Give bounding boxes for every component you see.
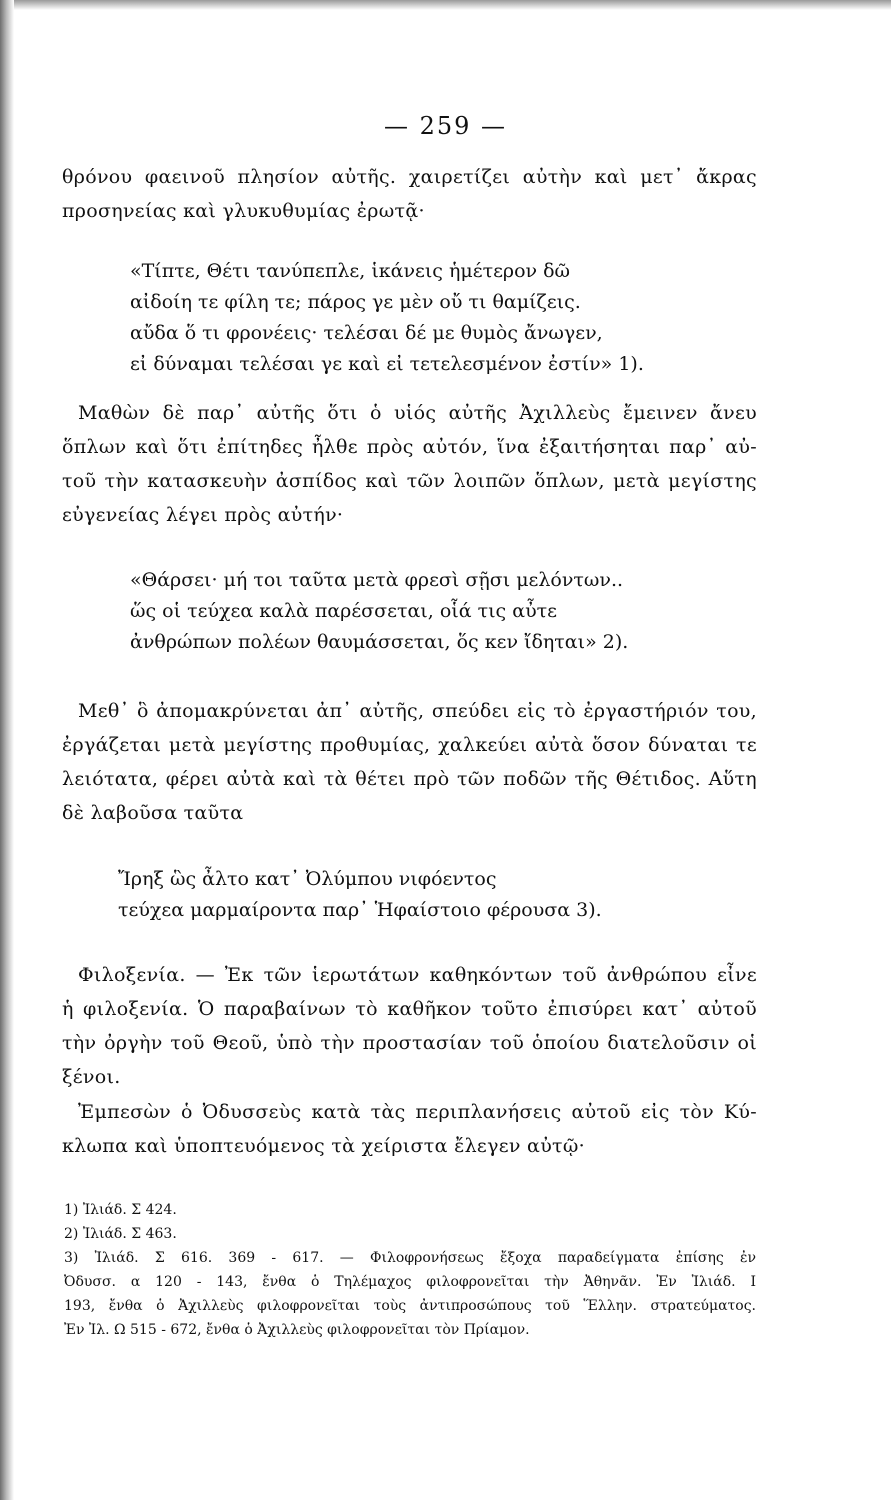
footnote-line: Ἐν Ἰλ. Ω 515 - 672, ἔνθα ὁ Ἀχιλλεὺς φιλοφρονεῖται τὸν Πρίαμον. [64, 1322, 530, 1338]
text-line: ἐργάζεται μετὰ μεγίστης προθυμίας, χαλκεύει αὐτὰ ὅσον δύναται τε [62, 734, 757, 756]
footnote-line: 1) Ἰλιάδ. Σ 424. [64, 1202, 177, 1218]
text-line: εὐγενείας λέγει πρὸς αὐτήν· [62, 504, 344, 526]
verse-line: εἰ δύναμαι τελέσαι γε καὶ εἰ τετελεσμένον ἐστίν» 1). [130, 353, 644, 375]
verse-line: «Θάρσει· μή τοι ταῦτα μετὰ φρεσὶ σῇσι μελόντων.. [130, 569, 624, 591]
text-line: Μεθ᾽ ὃ ἀπομακρύνεται ἀπ᾽ αὐτῆς, σπεύδει εἰς τὸ ἐργαστήριόν του, [78, 700, 757, 722]
verse-line: «Τίπτε, Θέτι τανύπεπλε, ἱκάνεις ἡμέτερον δῶ [130, 260, 571, 282]
text-line: τὴν ὀργὴν τοῦ Θεοῦ, ὑπὸ τὴν προστασίαν τοῦ ὁποίου διατελοῦσιν οἱ [62, 1032, 757, 1054]
verse-quote-3 [118, 864, 602, 926]
footnote-line: Ὀδυσσ. α 120 - 143, ἔνθα ὁ Τηλέμαχος φιλοφρονεῖται τὴν Ἀθηνᾶν. Ἐν Ἰλιάδ. Ι [64, 1274, 756, 1290]
paragraph-mathon [62, 396, 757, 532]
footnotes [64, 1198, 756, 1342]
verse-line: Ἴρηξ ὣς ἆλτο κατ᾽ Ὀλύμπου νιφόεντος [118, 868, 497, 890]
paragraph-meth-o [62, 694, 757, 830]
paragraph-odysseus [62, 1095, 757, 1163]
text-line: Μαθὼν δὲ παρ᾽ αὐτῆς ὅτι ὁ υἱός αὐτῆς Ἀχιλλεὺς ἔμεινεν ἄνευ [78, 402, 757, 424]
footnote-line: 193, ἔνθα ὁ Ἀχιλλεὺς φιλοφρονεῖται τοὺς ἀντιπροσώπους τοῦ Ἕλλην. στρατεύματος. [64, 1298, 756, 1314]
paragraph-intro [62, 160, 757, 228]
text-line: ὅπλων καὶ ὅτι ἐπίτηδες ἦλθε πρὸς αὐτόν, ἵνα ἐξαιτήσηται παρ᾽ αὐ- [62, 436, 757, 458]
text-line: ξένοι. [62, 1066, 121, 1088]
text-line: προσηνείας καὶ γλυκυθυμίας ἐρωτᾷ· [62, 200, 425, 222]
page-number: — 259 — [383, 112, 508, 140]
text-line: δὲ λαβοῦσα ταῦτα [62, 802, 244, 824]
verse-line: ἀνθρώπων πολέων θαυμάσσεται, ὅς κεν ἴδηται» 2). [130, 631, 629, 653]
footnote-line: 2) Ἰλιάδ. Σ 463. [64, 1226, 177, 1242]
text-line: λειότατα, φέρει αὐτὰ καὶ τὰ θέτει πρὸ τῶν ποδῶν τῆς Θέτιδος. Αὕτη [62, 768, 757, 790]
verse-quote-1 [130, 256, 644, 380]
text-line: Φιλοξενία. — Ἐκ τῶν ἱερωτάτων καθηκόντων τοῦ ἀνθρώπου εἶνε [78, 964, 757, 986]
text-line: Ἐμπεσὼν ὁ Ὀδυσσεὺς κατὰ τὰς περιπλανήσεις αὐτοῦ εἰς τὸν Κύ- [78, 1101, 757, 1123]
verse-line: ὥς οἱ τεύχεα καλὰ παρέσσεται, οἷά τις αὖτε [130, 600, 557, 622]
text-line: τοῦ τὴν κατασκευὴν ἀσπίδος καὶ τῶν λοιπῶν ὅπλων, μετὰ μεγίστης [62, 470, 757, 492]
verse-quote-2 [130, 565, 628, 658]
verse-line: αὔδα ὅ τι φρονέεις· τελέσαι δέ με θυμὸς ἄνωγεν, [130, 322, 603, 344]
verse-line: τεύχεα μαρμαίροντα παρ᾽ Ἡφαίστοιο φέρουσα 3). [118, 899, 602, 921]
text-line: κλωπα καὶ ὑποπτευόμενος τὰ χείριστα ἔλεγεν αὐτῷ· [62, 1135, 585, 1157]
text-line: ἡ φιλοξενία. Ὁ παραβαίνων τὸ καθῆκον τοῦτο ἐπισύρει κατ᾽ αὐτοῦ [62, 998, 757, 1020]
paragraph-filoxenia [62, 958, 757, 1094]
text-line: θρόνου φαεινοῦ πλησίον αὐτῆς. χαιρετίζει αὐτὴν καὶ μετ᾽ ἄκρας [62, 166, 757, 188]
verse-line: αἰδοίη τε φίλη τε; πάρος γε μὲν οὔ τι θαμίζεις. [130, 291, 581, 313]
footnote-line: 3) Ἰλιάδ. Σ 616. 369 - 617. — Φιλοφρονήσεως ἔξοχα παραδείγματα ἐπίσης ἐν [64, 1250, 756, 1266]
